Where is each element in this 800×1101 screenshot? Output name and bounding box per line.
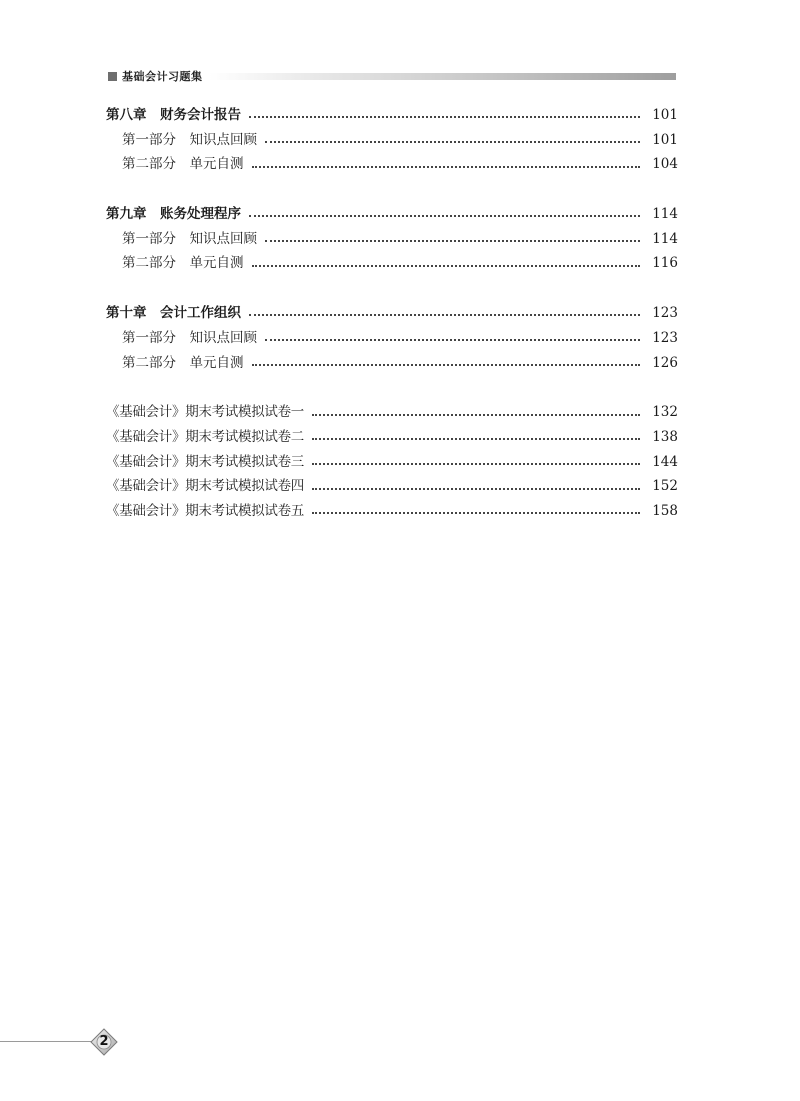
- toc-part-entry[interactable]: [106, 351, 678, 376]
- toc-chapter-entry[interactable]: [106, 202, 678, 227]
- toc-leader-dots: [249, 116, 640, 118]
- toc-part-entry[interactable]: [106, 152, 678, 177]
- toc-entry-label: 第八章 财务会计报告: [106, 107, 241, 123]
- toc-entry-page: 114: [652, 230, 678, 247]
- toc-entry-label: 第二部分 单元自测: [122, 354, 244, 371]
- toc-leader-dots: [312, 488, 640, 490]
- toc-entry-page: 138: [652, 428, 678, 445]
- toc-exam-entry[interactable]: [106, 425, 678, 450]
- header-title: 基础会计习题集: [122, 70, 203, 83]
- toc-entry-page: 144: [652, 453, 678, 470]
- toc-exam-group: [106, 400, 678, 523]
- toc-entry-label: 第九章 账务处理程序: [106, 206, 241, 223]
- toc-leader-dots: [252, 364, 641, 366]
- toc-exam-entry[interactable]: [106, 499, 678, 524]
- toc-part-entry[interactable]: [106, 251, 678, 276]
- running-header: [108, 68, 676, 84]
- toc-entry-label: 《基础会计》期末考试模拟试卷三: [106, 453, 304, 470]
- toc-entry-page: 116: [652, 255, 678, 272]
- page-number: 2: [99, 1034, 109, 1049]
- toc-leader-dots: [312, 463, 640, 465]
- toc-part-entry[interactable]: [106, 128, 678, 153]
- toc-chapter-entry[interactable]: [106, 301, 678, 326]
- toc-chapter-group: [106, 103, 678, 177]
- toc-chapter-group: [106, 202, 678, 276]
- toc-leader-dots: [252, 265, 641, 267]
- toc-entry-page: 123: [652, 305, 678, 322]
- toc-entry-page: 152: [652, 478, 678, 495]
- toc-entry-page: 114: [652, 206, 678, 223]
- toc-entry-label: 第一部分 知识点回顾: [122, 329, 257, 346]
- toc-entry-label: 《基础会计》期末考试模拟试卷五: [106, 502, 304, 519]
- toc-exam-entry[interactable]: [106, 400, 678, 425]
- page-number-badge: [90, 1028, 118, 1056]
- header-square-icon: [108, 72, 117, 81]
- table-of-contents: [106, 103, 678, 524]
- toc-entry-page: 104: [652, 156, 678, 173]
- toc-entry-label: 《基础会计》期末考试模拟试卷二: [106, 428, 304, 445]
- toc-part-entry[interactable]: [106, 227, 678, 252]
- toc-entry-label: 第二部分 单元自测: [122, 156, 244, 173]
- toc-entry-page: 126: [652, 354, 678, 371]
- toc-entry-page: 158: [652, 502, 678, 519]
- toc-entry-label: 第二部分 单元自测: [122, 255, 244, 272]
- footer-rule: [0, 1041, 92, 1042]
- toc-chapter-entry[interactable]: [106, 103, 678, 128]
- toc-exam-entry[interactable]: [106, 474, 678, 499]
- toc-leader-dots: [252, 166, 641, 168]
- toc-leader-dots: [312, 438, 640, 440]
- toc-entry-label: 《基础会计》期末考试模拟试卷四: [106, 478, 304, 495]
- toc-entry-page: 132: [652, 404, 678, 421]
- toc-leader-dots: [312, 512, 640, 514]
- header-gradient-bar: [209, 73, 677, 80]
- toc-entry-label: 第一部分 知识点回顾: [122, 131, 257, 148]
- toc-part-entry[interactable]: [106, 326, 678, 351]
- toc-chapter-group: [106, 301, 678, 375]
- toc-entry-label: 第一部分 知识点回顾: [122, 230, 257, 247]
- toc-entry-page: 101: [652, 131, 678, 148]
- toc-entry-page: 101: [652, 107, 678, 123]
- toc-leader-dots: [265, 141, 640, 143]
- toc-leader-dots: [312, 414, 640, 416]
- toc-entry-page: 123: [652, 329, 678, 346]
- toc-entry-label: 第十章 会计工作组织: [106, 305, 241, 322]
- toc-leader-dots: [265, 240, 640, 242]
- toc-entry-label: 《基础会计》期末考试模拟试卷一: [106, 404, 304, 421]
- toc-leader-dots: [249, 314, 640, 316]
- toc-leader-dots: [265, 339, 640, 341]
- toc-leader-dots: [249, 215, 640, 217]
- toc-exam-entry[interactable]: [106, 450, 678, 475]
